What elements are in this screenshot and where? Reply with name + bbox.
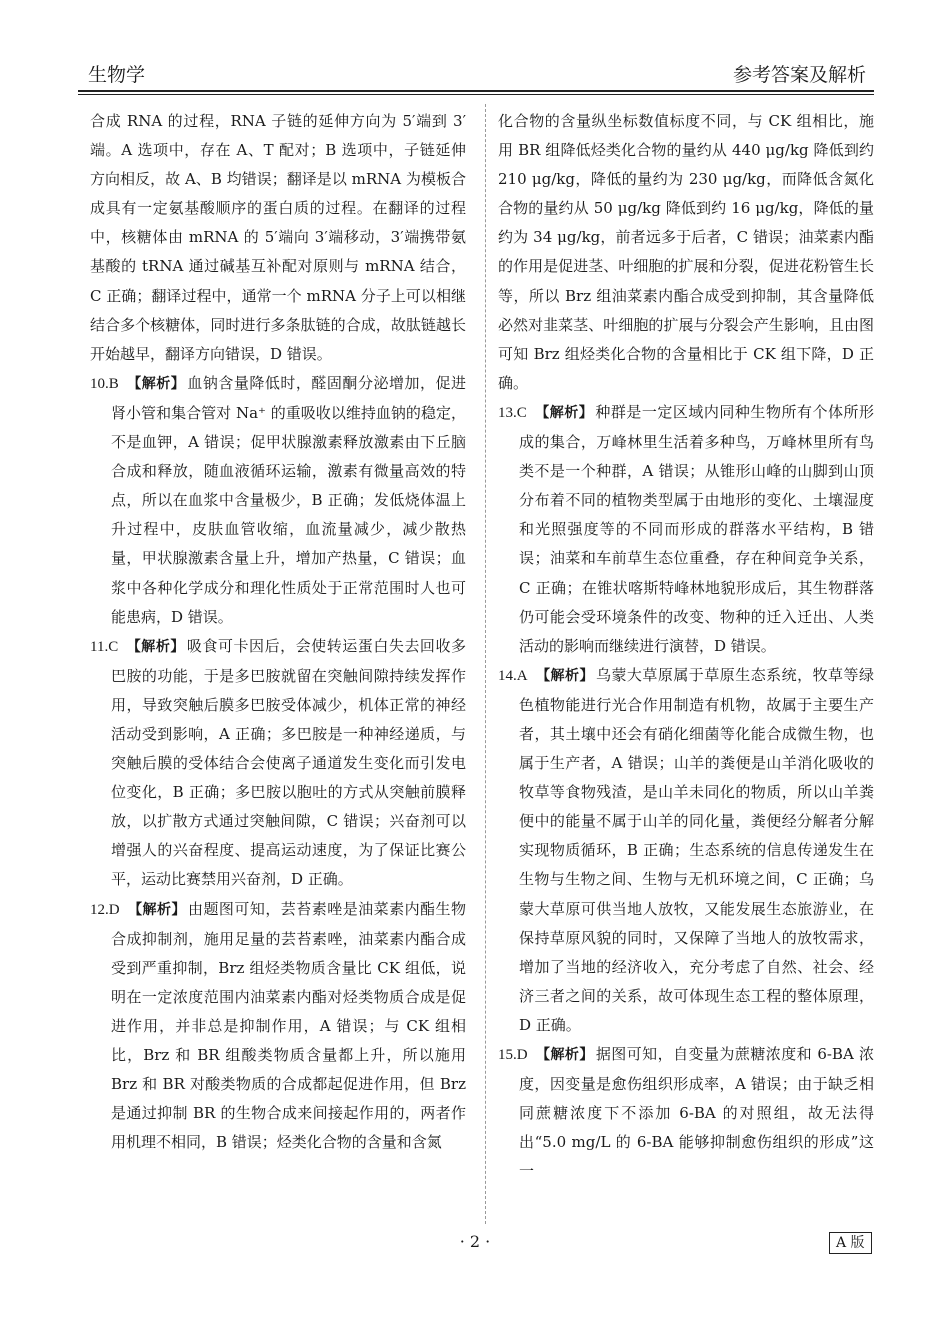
continuation-paragraph: 合成 RNA 的过程，RNA 子链的延伸方向为 5′端到 3′端。A 选项中，存在 A、T 配对；B 选项中，子链延伸方向相反，故 A、B 均错误；翻译是以 mRNA 为模板合成具有一定氨基酸顺序的蛋白质的过程。在翻译的过程中，核糖体由 mRNA 的 5′端向 3′端移动，3′端携带氨基酸的 tRNA 通过碱基互补配对原则与 mRNA 结合，C 正确；翻译过程中，通常一个 mRNA 分子上可以相继结合多个核糖体，同时进行多条肽链的合成，故肽链越长开始越早，翻译方向错误，D 错误。 xyxy=(90,112,466,363)
header-rule-thin xyxy=(78,94,874,95)
column-divider xyxy=(485,104,486,1224)
page-number: · 2 · xyxy=(459,1232,491,1251)
right-column xyxy=(498,107,874,1186)
document-title: 参考答案及解析 xyxy=(732,64,866,86)
answer-item-14: 14.A 【解析】 乌蒙大草原属于草原生态系统，牧草等绿色植物能进行光合作用制造有机物，故属于主要生产者，其土壤中还会有硝化细菌等化能合成微生物，也属于生产者，A 错误；山羊的粪便是山羊消化吸收的牧草等食物残渣，是山羊未同化的物质，所以山羊粪便中的能量不属于山羊的同化量，粪便经分解者分解实现物质循环，B 正确；生态系统的信息传递发生在生物与生物之间、生物与无机环境之间，C 正确；乌蒙大草原可供当地人放牧，又能发展生态旅游业，在保持草原风貌的同时，又保障了当地人的放牧需求，增加了当地的经济收入，充分考虑了自然、社会、经济三者之间的关系，故可体现生态工程的整体原理，D 正确。 xyxy=(498,665,874,1034)
answer-item-15: 15.D 【解析】 据图可知，自变量为蔗糖浓度和 6-BA 浓度，因变量是愈伤组织形成率，A 错误；由于缺乏相同蔗糖浓度下不添加 6-BA 的对照组，故无法得出“5.0 mg/L 的 6-BA 能够抑制愈伤组织的形成”这一 xyxy=(498,1045,875,1181)
page-header xyxy=(78,56,874,88)
answer-item-12: 12.D 【解析】 由题图可知，芸苔素唑是油菜素内酯生物合成抑制剂，施用足量的芸苔素唑，油菜素内酯合成受到严重抑制，Brz 组烃类物质含量比 CK 组低，说明在一定浓度范围内油菜素内酯对烃类物质合成是促进作用，并非总是抑制作用，A 错误；与 CK 组相比，Brz 和 BR 组酸类物质含量都上升，所以施用 Brz 和 BR 对酸类物质的合成都起促进作用，但 Brz 是通过抑制 BR 的生物合成来间接起作用的，两者作用机理不相同，B 错误；烃类化合物的含量和含氮 xyxy=(90,899,466,1152)
header-rule-thick xyxy=(78,90,874,92)
left-column xyxy=(90,107,466,1157)
answer-item-11: 11.C 【解析】 吸食可卡因后，会使转运蛋白失去回收多巴胺的功能，于是多巴胺就留在突触间隙持续发挥作用，导致突触后膜多巴胺受体减少，机体正常的神经活动受到影响，A 正确；多巴胺是一种神经递质，与突触后膜的受体结合会使离子通道发生变化而引发电位变化，B 正确；多巴胺以胞吐的方式从突触前膜释放，以扩散方式通过突触间隙，C 错误；兴奋剂可以增强人的兴奋程度、提高运动速度，为了保证比赛公平，运动比赛禁用兴奋剂，D 正确。 xyxy=(90,636,466,889)
continuation-paragraph: 化合物的含量纵坐标数值标度不同，与 CK 组相比，施用 BR 组降低烃类化合物的量约从 440 μg/kg 降低到约 210 μg/kg，降低的量约为 230 μg/kg，而降低含氮化合物的量约从 50 μg/kg 降低到约 16 μg/kg，降低的量约为 34 μg/kg，前者远多于后者，C 错误；油菜素内酯的作用是促进茎、叶细胞的扩展和分裂，促进花粉管生长等，所以 Brz 组油菜素内酯合成受到抑制，其含量降低必然对韭菜茎、叶细胞的扩展与分裂会产生影响，且由图可知 Brz 组烃类化合物的含量相比于 CK 组下降，D 正确。 xyxy=(498,112,874,392)
answer-item-10: 10.B 【解析】 血钠含量降低时，醛固酮分泌增加，促进肾小管和集合管对 Na⁺ 的重吸收以维持血钠的稳定，不是血钾，A 错误；促甲状腺激素释放激素由下丘脑合成和释放，随血液循环运输，激素有微量高效的特点，所以在血浆中含量极少，B 正确；发低烧体温上升过程中，皮肤血管收缩，血流量减少，减少散热量，甲状腺激素含量上升，增加产热量，C 错误；血浆中各种化学成分和理化性质处于正常范围时人也可能患病，D 错误。 xyxy=(90,373,466,626)
answer-item-13: 13.C 【解析】 种群是一定区域内同种生物所有个体所形成的集合，万峰林里生活着多种鸟，万峰林里所有鸟类不是一个种群，A 错误；从锥形山峰的山脚到山顶分布着不同的植物类型属于由地形的变化、土壤湿度和光照强度等的不同而形成的群落水平结构，B 错误；油菜和车前草生态位重叠，存在种间竞争关系，C 正确；在锥状喀斯特峰林地貌形成后，其生物群落仍可能会受环境条件的改变、物种的迁入迁出、人类活动的影响而继续进行演替，D 错误。 xyxy=(498,402,874,655)
subject-label: 生物学 xyxy=(88,64,146,86)
version-badge: A 版 xyxy=(829,1232,872,1254)
